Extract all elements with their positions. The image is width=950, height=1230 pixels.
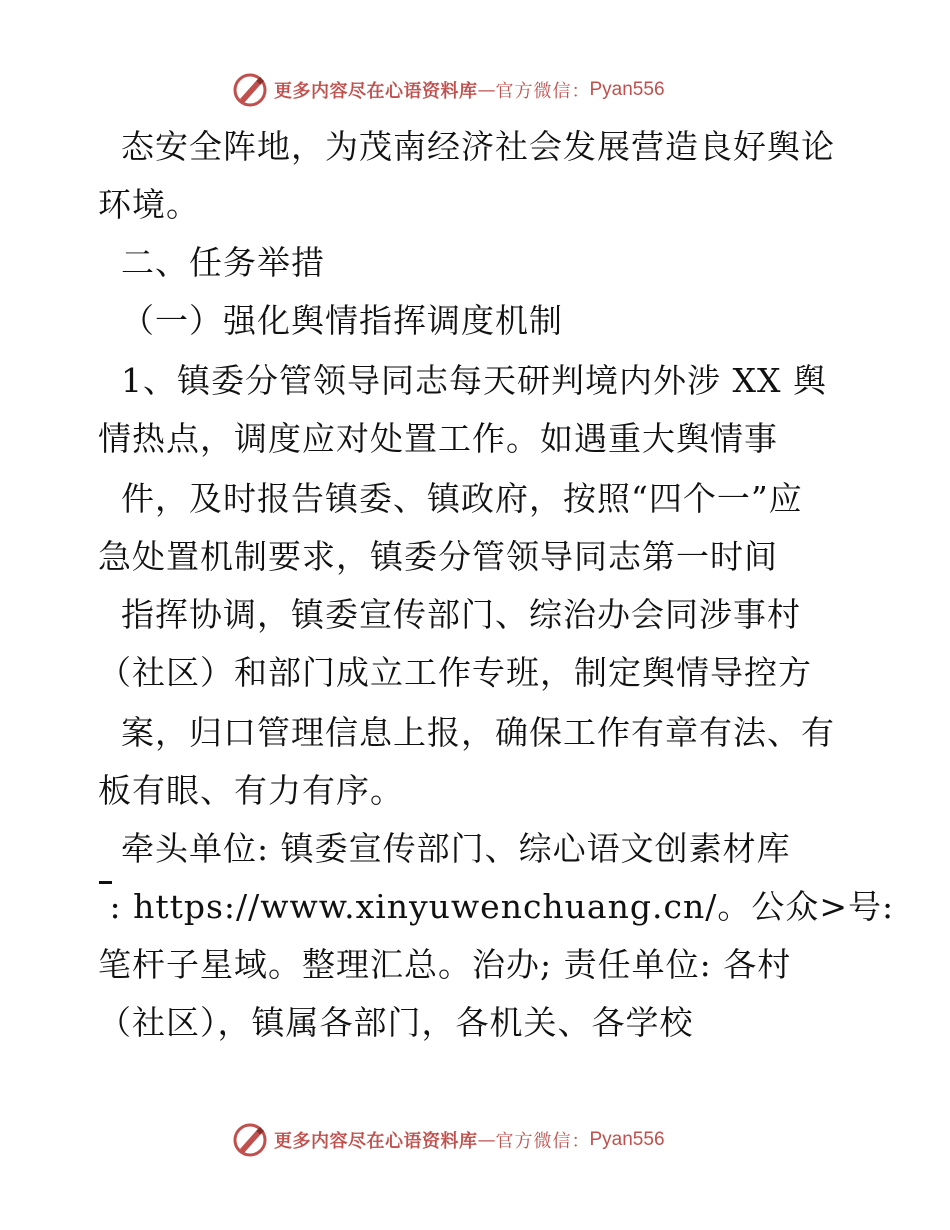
text-line: 二、任务举措 (98, 243, 325, 282)
header-separator: — (477, 79, 496, 101)
text-line: 指挥协调，镇委宣传部门、综治办会同涉事村 (98, 595, 801, 634)
text-line: 环境。 (98, 185, 200, 224)
text-line: 案，归口管理信息上报，确保工作有章有法、有 (98, 713, 835, 752)
header-brand-text: 更多内容尽在心语资料库 (274, 81, 478, 102)
footer-separator: — (477, 1129, 496, 1151)
text-line: 牵头单位: 镇委宣传部门、综心语文创素材库 (98, 829, 791, 868)
text-line: 急处置机制要求，镇委分管领导同志第一时间 (98, 537, 778, 576)
text-line: 情热点，调度应对处置工作。如遇重大舆情事 (98, 419, 778, 458)
header-colon: ： (571, 81, 590, 102)
brand-logo-icon (232, 72, 268, 108)
text-line: （一）强化舆情指挥调度机制 (98, 301, 563, 340)
text-line: （社区）和部门成立工作专班，制定舆情导控方 (98, 653, 812, 692)
text-line: 件，及时报告镇委、镇政府，按照“四个一”应 (98, 479, 803, 518)
footer-wechat-id: Pyan556 (589, 1129, 665, 1150)
header-banner (232, 70, 665, 110)
text-line: : https://www.xinyuwenchuang.cn/。公众>号: (98, 887, 895, 926)
footer-colon: ： (571, 1131, 590, 1152)
footer-banner (232, 1120, 665, 1160)
footer-brand-text: 更多内容尽在心语资料库 (274, 1131, 478, 1152)
line-fragment-mark (99, 881, 112, 884)
footer-wechat-label: 官方微信 (495, 1131, 572, 1152)
header-wechat-label: 官方微信 (495, 81, 572, 102)
header-wechat-id: Pyan556 (589, 79, 665, 100)
text-line: 笔杆子星域。整理汇总。治办; 责任单位: 各村 (98, 945, 792, 984)
brand-logo-icon (232, 1122, 268, 1158)
text-line: 态安全阵地，为茂南经济社会发展营造良好舆论 (98, 127, 835, 166)
text-line: （社区），镇属各部门，各机关、各学校 (98, 1003, 694, 1042)
text-line: 1、镇委分管领导同志每天研判境内外涉 XX 舆 (98, 361, 827, 400)
text-line: 板有眼、有力有序。 (98, 771, 404, 810)
